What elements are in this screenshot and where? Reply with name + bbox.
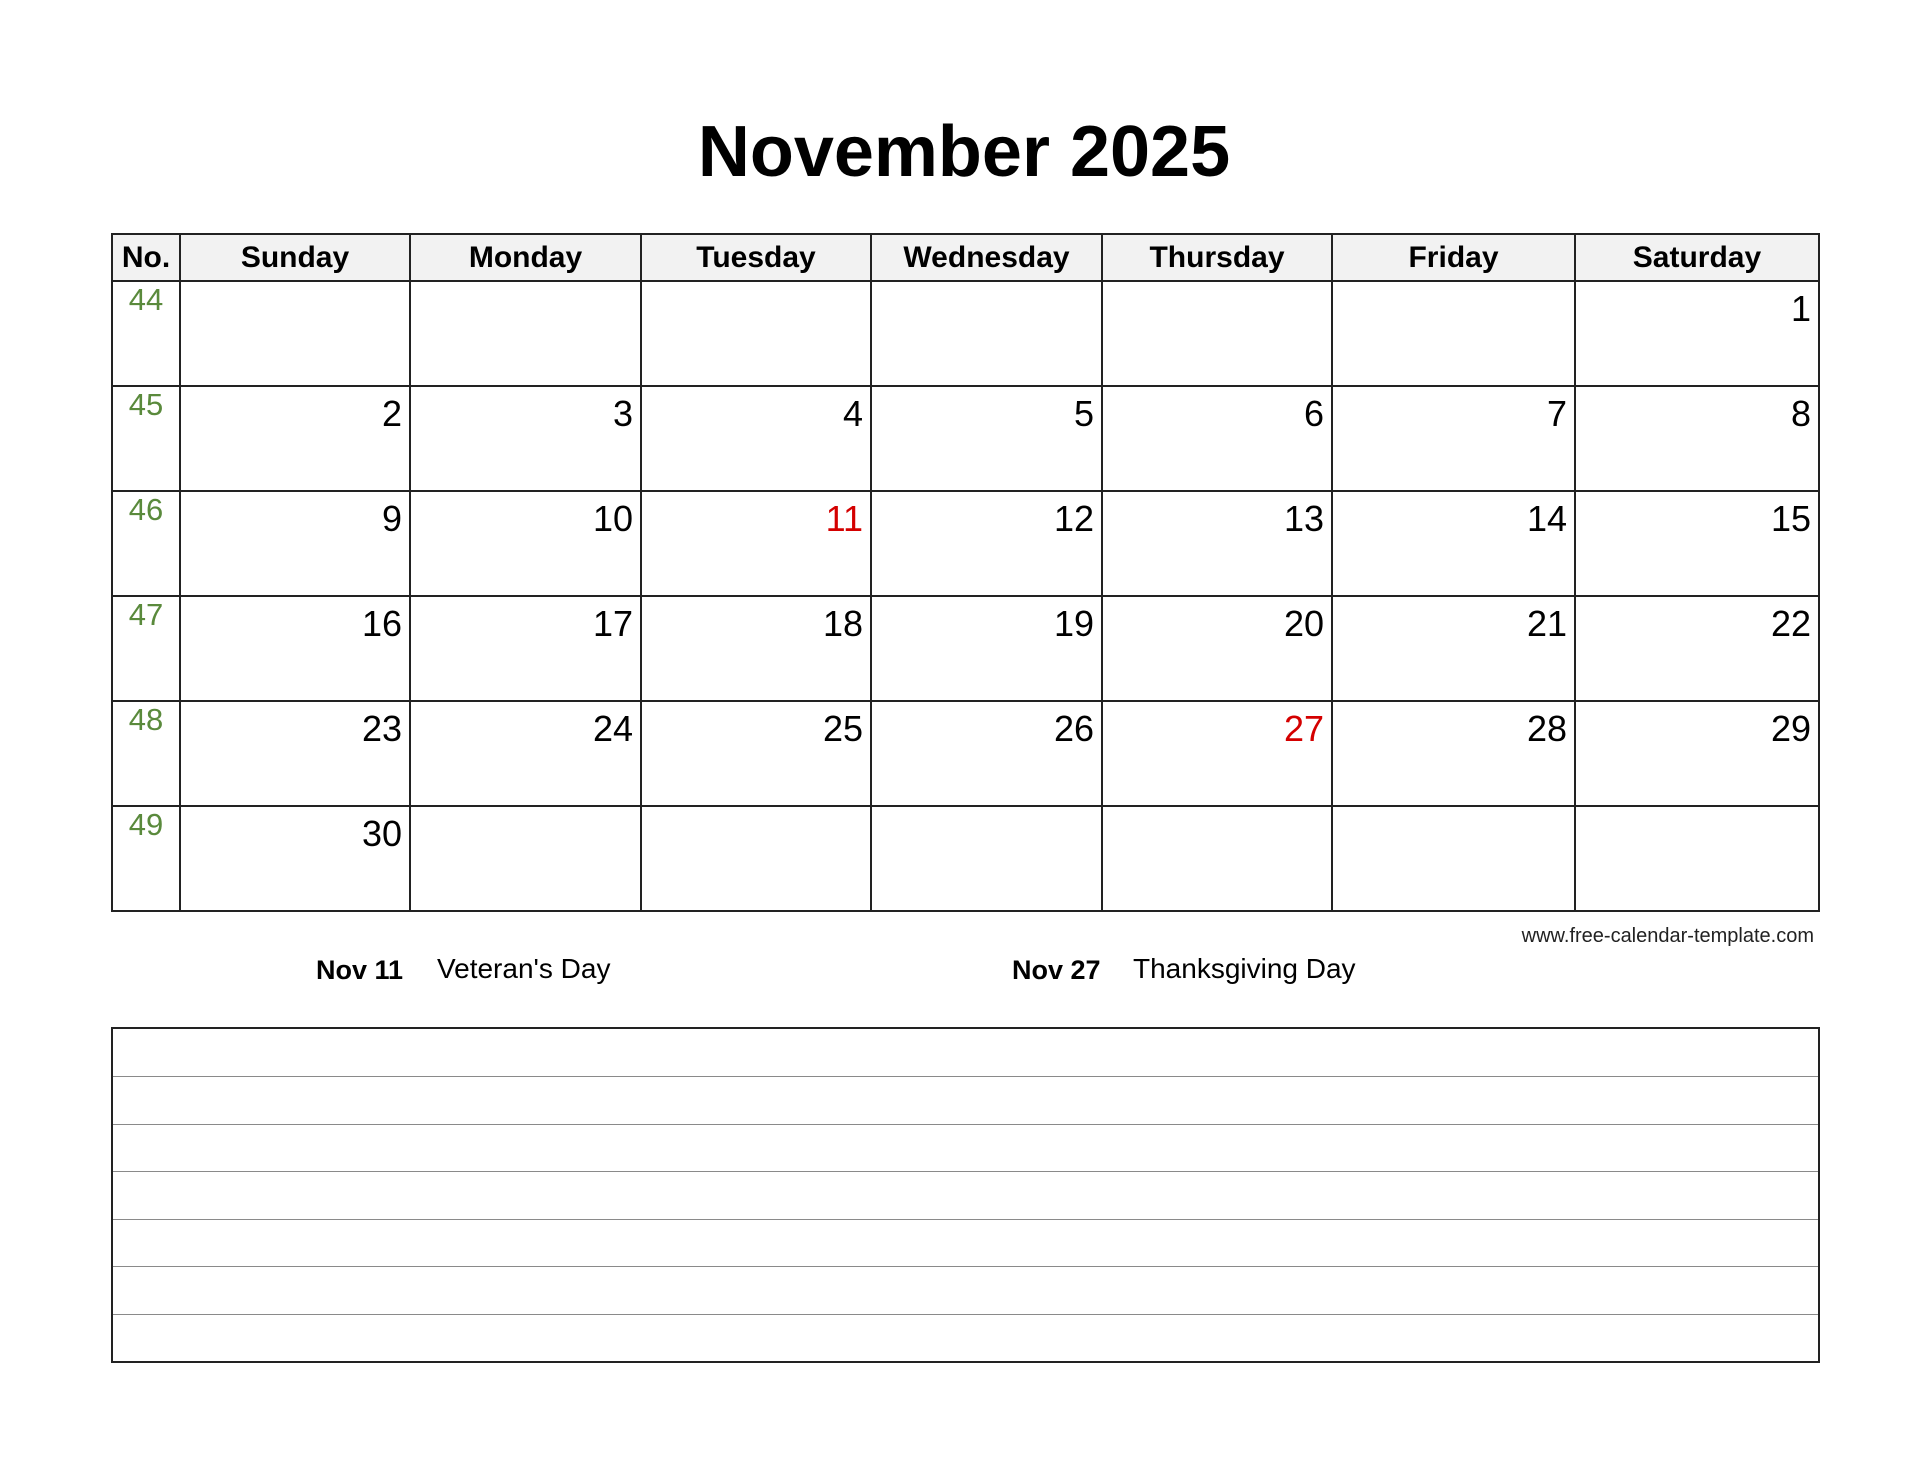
day-cell[interactable] [1332,806,1575,911]
day-cell[interactable] [410,386,641,491]
day-number: 25 [822,708,863,749]
week-row [112,701,1819,806]
website-credit: www.free-calendar-template.com [1521,925,1814,947]
day-number: 12 [1053,498,1094,539]
week-row [112,386,1819,491]
day-cell[interactable] [180,281,410,386]
day-cell[interactable] [1102,596,1332,701]
day-cell[interactable] [871,806,1102,911]
day-number: 21 [1526,603,1567,644]
day-cell[interactable] [641,596,871,701]
notes-area[interactable] [111,1027,1820,1363]
day-number: 22 [1770,603,1811,644]
weekday-header-thursday: Thursday [1102,234,1332,281]
day-cell[interactable] [1332,596,1575,701]
day-number: 5 [1073,393,1094,434]
week-number-header: No. [112,234,180,281]
day-number: 11 [825,498,863,539]
day-cell[interactable] [180,596,410,701]
day-cell[interactable] [1575,596,1819,701]
week-row [112,596,1819,701]
weekday-header-friday: Friday [1332,234,1575,281]
calendar-grid [111,233,1820,912]
day-number: 6 [1303,393,1324,434]
day-cell[interactable] [871,281,1102,386]
week-number: 46 [112,491,180,596]
day-number: 19 [1053,603,1094,644]
notes-line [113,1076,1818,1077]
day-cell[interactable] [1332,491,1575,596]
day-cell[interactable] [1102,386,1332,491]
week-row [112,806,1819,911]
day-number: 23 [361,708,402,749]
holiday-name: Veteran's Day [437,953,611,984]
day-number: 29 [1770,708,1811,749]
day-cell[interactable] [410,491,641,596]
day-cell[interactable] [1575,491,1819,596]
day-cell[interactable] [871,386,1102,491]
day-cell[interactable] [180,386,410,491]
day-cell[interactable] [641,701,871,806]
notes-line [113,1219,1818,1220]
holiday-name: Thanksgiving Day [1133,953,1356,984]
day-cell[interactable] [410,806,641,911]
day-number: 1 [1790,288,1811,329]
day-number: 24 [592,708,633,749]
page-title: November 2025 [697,112,1231,192]
day-number: 3 [612,393,633,434]
weekday-header-saturday: Saturday [1575,234,1819,281]
day-cell[interactable] [1102,701,1332,806]
day-cell[interactable] [1102,281,1332,386]
notes-line [113,1124,1818,1125]
day-cell[interactable] [180,701,410,806]
day-number: 8 [1790,393,1811,434]
day-number: 17 [592,603,633,644]
week-row [112,281,1819,386]
day-cell[interactable] [641,491,871,596]
holiday-date: Nov 11 [316,955,404,985]
day-number: 27 [1283,708,1324,749]
day-cell[interactable] [1102,491,1332,596]
week-number: 49 [112,806,180,911]
day-cell[interactable] [1575,386,1819,491]
week-number: 48 [112,701,180,806]
day-cell[interactable] [410,596,641,701]
day-number: 30 [361,813,402,854]
day-cell[interactable] [641,806,871,911]
weekday-header-sunday: Sunday [180,234,410,281]
weekday-header-row [112,234,1819,281]
week-number: 45 [112,386,180,491]
day-cell[interactable] [1102,806,1332,911]
week-number: 47 [112,596,180,701]
day-number: 9 [381,498,402,539]
day-cell[interactable] [180,491,410,596]
day-number: 16 [361,603,402,644]
day-number: 2 [381,393,402,434]
day-number: 15 [1770,498,1811,539]
day-cell[interactable] [871,701,1102,806]
weekday-header-wednesday: Wednesday [871,234,1102,281]
day-cell[interactable] [1332,281,1575,386]
holiday-date: Nov 27 [1012,955,1101,985]
day-number: 7 [1546,393,1567,434]
day-number: 26 [1053,708,1094,749]
day-cell[interactable] [1575,806,1819,911]
day-number: 28 [1526,708,1567,749]
week-number: 44 [112,281,180,386]
day-cell[interactable] [641,386,871,491]
week-row [112,491,1819,596]
day-number: 4 [842,393,863,434]
day-cell[interactable] [1575,281,1819,386]
day-cell[interactable] [180,806,410,911]
day-cell[interactable] [1575,701,1819,806]
day-number: 18 [822,603,863,644]
day-number: 14 [1526,498,1567,539]
day-cell[interactable] [1332,386,1575,491]
day-number: 10 [592,498,633,539]
day-cell[interactable] [871,491,1102,596]
day-cell[interactable] [641,281,871,386]
day-cell[interactable] [871,596,1102,701]
day-cell[interactable] [1332,701,1575,806]
day-number: 13 [1283,498,1324,539]
notes-line [113,1171,1818,1172]
notes-line [113,1314,1818,1315]
notes-line [113,1266,1818,1267]
day-cell[interactable] [410,701,641,806]
day-cell[interactable] [410,281,641,386]
weekday-header-monday: Monday [410,234,641,281]
weekday-header-tuesday: Tuesday [641,234,871,281]
day-number: 20 [1283,603,1324,644]
